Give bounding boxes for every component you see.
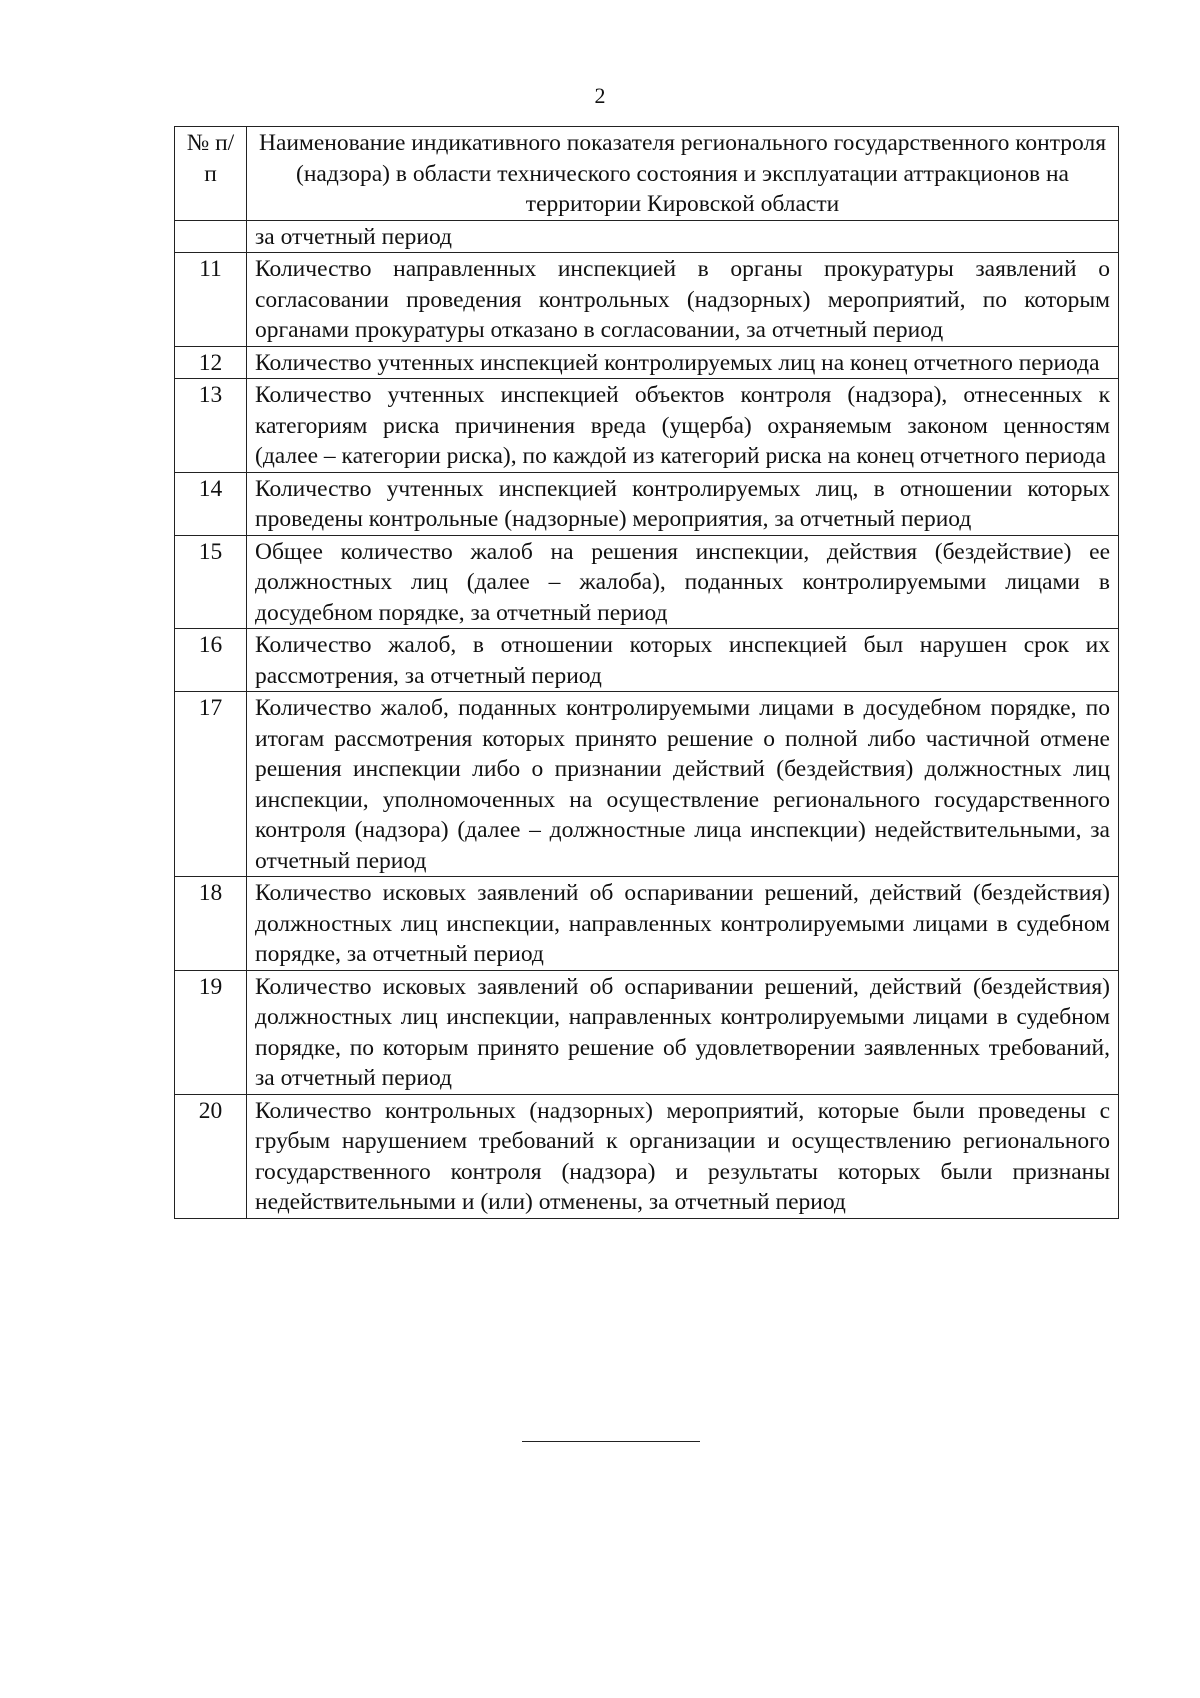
- row-number: 11: [175, 253, 247, 347]
- row-text: Количество направленных инспекцией в органы прокуратуры заявлений о согласовании проведения контрольных (надзорных) мероприятий, по которым органами прокуратуры отказано в согласовании, за отчетный период: [247, 253, 1119, 347]
- table-row: [175, 379, 1119, 473]
- table-row: [175, 472, 1119, 535]
- header-number-column: № п/п: [175, 127, 247, 221]
- end-of-document-rule: [522, 1441, 700, 1442]
- header-name-column: Наименование индикативного показателя регионального государственного контроля (надзора) в области технического состояния и эксплуатации аттракционов на территории Кировской области: [247, 127, 1119, 221]
- row-text: Количество учтенных инспекцией контролируемых лиц, в отношении которых проведены контрольные (надзорные) мероприятия, за отчетный период: [247, 472, 1119, 535]
- row-number: 12: [175, 346, 247, 379]
- table-row: [175, 877, 1119, 971]
- row-text: Количество учтенных инспекцией контролируемых лиц на конец отчетного периода: [247, 346, 1119, 379]
- row-number: 13: [175, 379, 247, 473]
- table-row: [175, 535, 1119, 629]
- row-number: 16: [175, 629, 247, 692]
- table-row: [175, 1094, 1119, 1218]
- row-text: Количество исковых заявлений об оспаривании решений, действий (бездействия) должностных лиц инспекции, направленных контролируемыми лицами в судебном порядке, за отчетный период: [247, 877, 1119, 971]
- row-text: Количество контрольных (надзорных) мероприятий, которые были проведены с грубым нарушением требований к организации и осуществлению регионального государственного контроля (надзора) и результаты которых были признаны недействительными и (или) отменены, за отчетный период: [247, 1094, 1119, 1218]
- row-number: 14: [175, 472, 247, 535]
- table-row: [175, 692, 1119, 877]
- table-row: [175, 970, 1119, 1094]
- continuation-text-cell: за отчетный период: [247, 220, 1119, 253]
- continuation-number-cell: [175, 220, 247, 253]
- row-number: 17: [175, 692, 247, 877]
- row-text: Количество исковых заявлений об оспаривании решений, действий (бездействия) должностных лиц инспекции, направленных контролируемыми лицами в судебном порядке, по которым принято решение об удовлетворении заявленных требований, за отчетный период: [247, 970, 1119, 1094]
- row-number: 20: [175, 1094, 247, 1218]
- row-text: Количество жалоб, поданных контролируемыми лицами в досудебном порядке, по итогам рассмотрения которых принято решение о полной либо частичной отмене решения инспекции либо о признании действий (бездействия) должностных лиц инспекции, уполномоченных на осуществление регионального государственного контроля (надзора) (далее – должностные лица инспекции) недействительными, за отчетный период: [247, 692, 1119, 877]
- table-row: [175, 346, 1119, 379]
- indicators-table: [174, 126, 1119, 1219]
- row-number: 15: [175, 535, 247, 629]
- row-number: 18: [175, 877, 247, 971]
- page-number: 2: [594, 83, 606, 108]
- continuation-row: [175, 220, 1119, 253]
- row-text: Количество жалоб, в отношении которых инспекцией был нарушен срок их рассмотрения, за отчетный период: [247, 629, 1119, 692]
- row-text: Общее количество жалоб на решения инспекции, действия (бездействие) ее должностных лиц (далее – жалоба), поданных контролируемыми лицами в досудебном порядке, за отчетный период: [247, 535, 1119, 629]
- table-row: [175, 253, 1119, 347]
- row-number: 19: [175, 970, 247, 1094]
- table-header-row: [175, 127, 1119, 221]
- row-text: Количество учтенных инспекцией объектов контроля (надзора), отнесенных к категориям риска причинения вреда (ущерба) охраняемым законом ценностям (далее – категории риска), по каждой из категорий риска на конец отчетного периода: [247, 379, 1119, 473]
- table-row: [175, 629, 1119, 692]
